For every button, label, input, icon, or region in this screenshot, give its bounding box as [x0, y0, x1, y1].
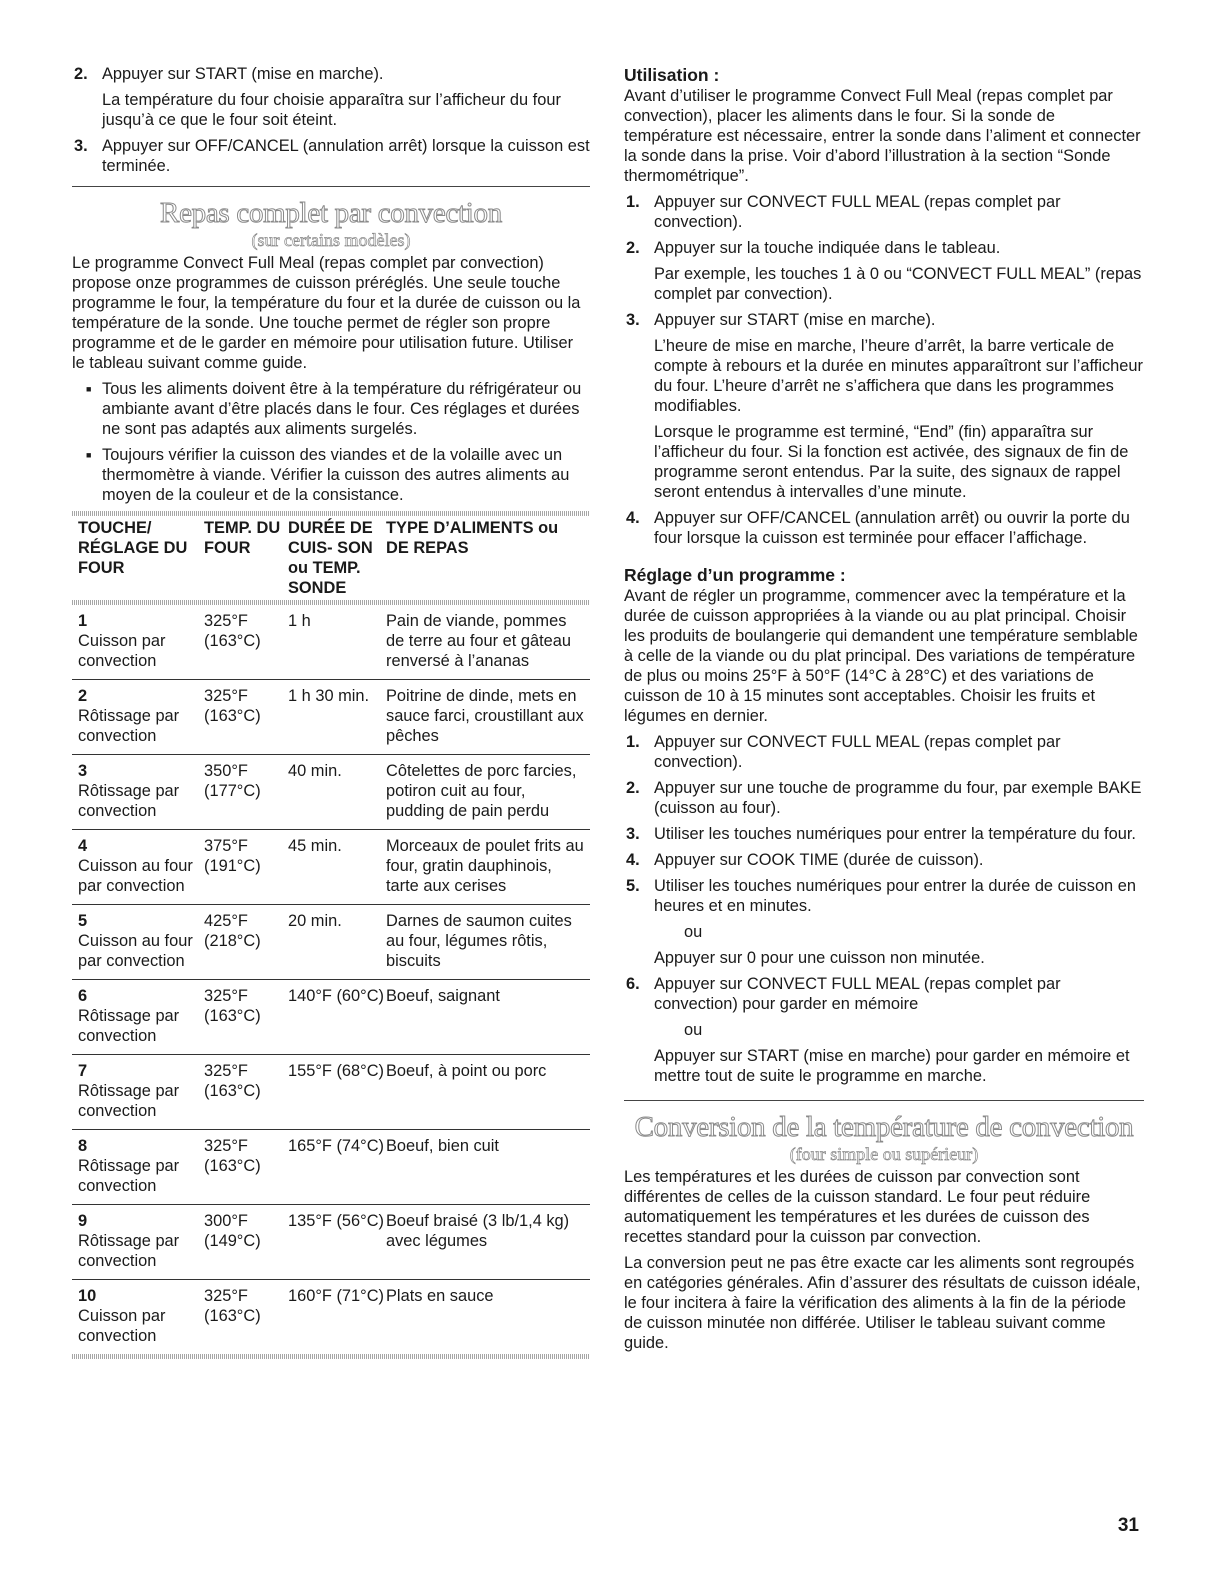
bullet-item: ■ Tous les aliments doivent être à la température du réfrigérateur ou ambiante avant d’être placés dans le four. Ces réglages et durées ne sont pas adaptés aux aliments surgelés.	[72, 379, 590, 439]
food-type-cell: Darnes de saumon cuites au four, légumes rôtis, biscuits	[386, 912, 572, 970]
duration-cell: 45 min.	[288, 837, 342, 855]
cooking-mode: Rôtissage par convection	[78, 1232, 180, 1270]
step-number: 1.	[626, 733, 640, 751]
conversion-paragraph: La conversion peut ne pas être exacte car les aliments sont regroupés en catégories générales. Afin d’assurer des résultats de cuisson idéale, le four incitera à faire la vérification des aliments à la fin de la période de cuisson minutée non différée. Utiliser le tableau suivant comme guide.	[624, 1254, 1141, 1352]
cooking-mode: Cuisson au four par convection	[78, 857, 193, 895]
numbered-step	[624, 850, 1144, 870]
duration-cell: 155°F (68°C)	[288, 1062, 385, 1080]
table-header-row	[72, 516, 590, 600]
mode-cell	[78, 1061, 204, 1121]
cooking-mode: Rôtissage par convection	[78, 782, 180, 820]
step-text: Appuyer sur START (mise en marche).	[654, 311, 936, 329]
step-number: 3.	[626, 825, 640, 843]
section-title: Repas complet par convection	[160, 197, 502, 229]
section-divider	[72, 186, 590, 187]
table-row	[72, 1055, 590, 1130]
table-row	[72, 605, 590, 680]
food-type-cell: Boeuf, bien cuit	[386, 1137, 499, 1155]
step-number: 3.	[626, 311, 640, 329]
step-text: Utiliser les touches numériques pour entrer la durée de cuisson en heures et en minutes.	[654, 877, 1136, 915]
mode-cell	[78, 836, 204, 896]
duration-cell: 1 h 30 min.	[288, 687, 370, 705]
table-row	[72, 830, 590, 905]
oven-temp-cell: 300°F (149°C)	[204, 1212, 261, 1250]
oven-temp-cell: 375°F (191°C)	[204, 837, 261, 875]
program-key: 5	[78, 912, 88, 930]
table-row	[72, 1205, 590, 1280]
mode-cell	[78, 1286, 204, 1346]
program-table	[72, 511, 590, 1359]
cooking-mode: Cuisson par convection	[78, 632, 166, 670]
numbered-step	[624, 310, 1144, 330]
mode-cell	[78, 1136, 204, 1196]
cooking-mode: Rôtissage par convection	[78, 707, 180, 745]
step-text: Appuyer sur CONVECT FULL MEAL (repas complet par convection) pour garder en mémoire	[654, 975, 1061, 1013]
oven-temp-cell: 350°F (177°C)	[204, 762, 261, 800]
step-text: Appuyer sur OFF/CANCEL (annulation arrêt) ou ouvrir la porte du four lorsque la cuisson est terminée pour effacer l’affichage.	[654, 509, 1130, 547]
cooking-mode: Cuisson au four par convection	[78, 932, 193, 970]
section-subtitle: (sur certains modèles)	[251, 230, 411, 250]
step-number: 1.	[626, 193, 640, 211]
program-key: 9	[78, 1212, 88, 1230]
table-row	[72, 1130, 590, 1205]
mode-cell	[78, 611, 204, 671]
step-number: 4.	[626, 851, 640, 869]
step-detail: Appuyer sur START (mise en marche) pour garder en mémoire et mettre tout de suite le programme en marche.	[654, 1047, 1130, 1085]
step-detail: Appuyer sur 0 pour une cuisson non minutée.	[654, 949, 985, 967]
step-detail: Par exemple, les touches 1 à 0 ou “CONVECT FULL MEAL” (repas complet par convection).	[654, 265, 1142, 303]
numbered-step	[624, 192, 1144, 232]
program-key: 3	[78, 762, 88, 780]
mode-cell	[78, 986, 204, 1046]
table-row	[72, 755, 590, 830]
mode-cell	[78, 911, 204, 971]
oven-temp-cell: 325°F (163°C)	[204, 687, 261, 725]
utilisation-paragraph: Avant d’utiliser le programme Convect Full Meal (repas complet par convection), placer les aliments dans le four. Si la sonde de température est nécessaire, entrer la sonde dans l’aliment et connecter la sonde dans la prise. Voir d’abord l’illustration à la section “Sonde thermométrique”.	[624, 87, 1141, 185]
numbered-step	[624, 732, 1144, 772]
mode-cell	[78, 761, 204, 821]
oven-temp-cell: 325°F (163°C)	[204, 1137, 261, 1175]
numbered-step: 2. Appuyer sur START (mise en marche).	[74, 65, 384, 83]
numbered-step	[624, 238, 1144, 258]
table-header-border	[72, 600, 590, 605]
bullet-item: ■ Toujours vérifier la cuisson des viandes et de la volaille avec un thermomètre à viande. Vérifier la cuisson des autres aliments au moyen de la couleur et de la consistance.	[72, 445, 590, 505]
header-cell: TYPE D’ALIMENTS ou DE REPAS	[386, 519, 559, 557]
oven-temp-cell: 325°F (163°C)	[204, 987, 261, 1025]
numbered-step	[624, 824, 1144, 844]
food-type-cell: Boeuf, saignant	[386, 987, 500, 1005]
section-divider	[624, 1100, 1144, 1101]
program-key: 2	[78, 687, 88, 705]
oven-temp-cell: 425°F (218°C)	[204, 912, 261, 950]
cooking-mode: Cuisson par convection	[78, 1307, 166, 1345]
program-key: 6	[78, 987, 88, 1005]
step-number: 6.	[626, 975, 640, 993]
step-detail: ou	[684, 1021, 703, 1039]
header-cell: DURÉE DE CUIS- SON ou TEMP. SONDE	[288, 519, 373, 597]
conversion-title: Conversion de la température de convection	[634, 1111, 1134, 1143]
mode-cell	[78, 686, 204, 746]
step-detail: L’heure de mise en marche, l’heure d’arrêt, la barre verticale de compte à rebours et la durée en minutes apparaîtront sur l’afficheur du four. L’heure d’arrêt ne s’affichera que dans les programmes modifiables.	[654, 337, 1143, 415]
cooking-mode: Rôtissage par convection	[78, 1082, 180, 1120]
food-type-cell: Côtelettes de porc farcies, potiron cuit au four, pudding de pain perdu	[386, 762, 577, 820]
oven-temp-cell: 325°F (163°C)	[204, 1062, 261, 1100]
table-row	[72, 905, 590, 980]
page-number: 31	[1117, 1515, 1139, 1536]
program-key: 8	[78, 1137, 88, 1155]
food-type-cell: Poitrine de dinde, mets en sauce farci, croustillant aux pêches	[386, 687, 584, 745]
program-key: 7	[78, 1062, 88, 1080]
numbered-step	[624, 974, 1144, 1014]
bullet-square-icon: ■	[86, 384, 92, 394]
food-type-cell: Plats en sauce	[386, 1287, 494, 1305]
intro-steps	[72, 64, 590, 176]
numbered-step	[624, 876, 1144, 916]
utilisation-heading: Utilisation :	[624, 65, 720, 85]
step-number: 2.	[626, 239, 640, 257]
table-row	[72, 1280, 590, 1354]
left-column	[72, 64, 590, 1359]
numbered-step: 3. Appuyer sur OFF/CANCEL (annulation arrêt) lorsque la cuisson est terminée.	[74, 137, 590, 175]
reglage-paragraph: Avant de régler un programme, commencer avec la température et la durée de cuisson appropriées à la viande ou au plat principal. Choisir les produits de boulangerie qui demandent une température semblable à celle de la viande ou du plat principal. Des variations de température de plus ou moins 25°F à 50°F (14°C à 28°C) et des variations de cuisson de 10 à 15 minutes sont acceptables. Choisir les fruits et légumes en dernier.	[624, 587, 1138, 725]
right-column	[624, 64, 1144, 1353]
duration-cell: 1 h	[288, 612, 311, 630]
table-bottom-border	[72, 1354, 590, 1359]
reglage-heading: Réglage d’un programme :	[624, 565, 846, 585]
step-text: Appuyer sur COOK TIME (durée de cuisson).	[654, 851, 984, 869]
table-top-border	[72, 511, 590, 516]
bullet-square-icon: ■	[86, 450, 92, 460]
header-cell: TEMP. DU FOUR	[204, 519, 281, 557]
step-number: 5.	[626, 877, 640, 895]
duration-cell: 160°F (71°C)	[288, 1287, 385, 1305]
step-text: Appuyer sur CONVECT FULL MEAL (repas complet par convection).	[654, 733, 1061, 771]
duration-cell: 165°F (74°C)	[288, 1137, 385, 1155]
intro-paragraph: Le programme Convect Full Meal (repas complet par convection) propose onze programmes de cuisson préréglés. Une seule touche programme le four, la température du four et la durée de cuisson ou la température de la sonde. Une touche permet de régler son propre programme et de le garder en mémoire pour utilisation future. Utiliser le tableau suivant comme guide.	[72, 254, 581, 372]
duration-cell: 40 min.	[288, 762, 342, 780]
duration-cell: 20 min.	[288, 912, 342, 930]
step-text: Utiliser les touches numériques pour entrer la température du four.	[654, 825, 1136, 843]
program-key: 4	[78, 837, 88, 855]
table-body	[72, 605, 590, 1354]
program-key: 1	[78, 612, 88, 630]
cooking-mode: Rôtissage par convection	[78, 1007, 180, 1045]
numbered-step	[624, 508, 1144, 548]
cooking-mode: Rôtissage par convection	[78, 1157, 180, 1195]
food-type-cell: Boeuf, à point ou porc	[386, 1062, 547, 1080]
food-type-cell: Pain de viande, pommes de terre au four et gâteau renversé à l’ananas	[386, 612, 571, 670]
numbered-step	[624, 778, 1144, 818]
step-text: Appuyer sur une touche de programme du four, par exemple BAKE (cuisson au four).	[654, 779, 1142, 817]
header-cell: TOUCHE/ RÉGLAGE DU FOUR	[78, 519, 188, 577]
step-text: Appuyer sur CONVECT FULL MEAL (repas complet par convection).	[654, 193, 1061, 231]
step-text: Appuyer sur la touche indiquée dans le tableau.	[654, 239, 1001, 257]
food-type-cell: Boeuf braisé (3 lb/1,4 kg) avec légumes	[386, 1212, 570, 1250]
oven-temp-cell: 325°F (163°C)	[204, 612, 261, 650]
utilisation-steps	[624, 192, 1144, 548]
mode-cell	[78, 1211, 204, 1271]
duration-cell: 135°F (56°C)	[288, 1212, 385, 1230]
program-key: 10	[78, 1287, 97, 1305]
table-row	[72, 680, 590, 755]
step-detail: La température du four choisie apparaîtra sur l’afficheur du four jusqu’à ce que le four soit éteint.	[102, 91, 561, 129]
duration-cell: 140°F (60°C)	[288, 987, 385, 1005]
step-number: 4.	[626, 509, 640, 527]
food-type-cell: Morceaux de poulet frits au four, gratin dauphinois, tarte aux cerises	[386, 837, 584, 895]
oven-temp-cell: 325°F (163°C)	[204, 1287, 261, 1325]
table-row	[72, 980, 590, 1055]
step-detail: ou	[684, 923, 703, 941]
reglage-steps	[624, 732, 1144, 1086]
step-number: 2.	[626, 779, 640, 797]
conversion-paragraph: Les températures et les durées de cuisson par convection sont différentes de celles de la cuisson standard. Le four peut réduire automatiquement les températures et les durées de cuisson des recettes standard pour la cuisson par convection.	[624, 1168, 1091, 1246]
step-detail: Lorsque le programme est terminé, “End” (fin) apparaîtra sur l’afficheur du four. Si la fonction est activée, des signaux de fin de programme seront entendus. Par la suite, des signaux de rappel seront entendus à intervalles d’une minute.	[654, 423, 1129, 501]
conversion-subtitle: (four simple ou supérieur)	[789, 1144, 979, 1164]
